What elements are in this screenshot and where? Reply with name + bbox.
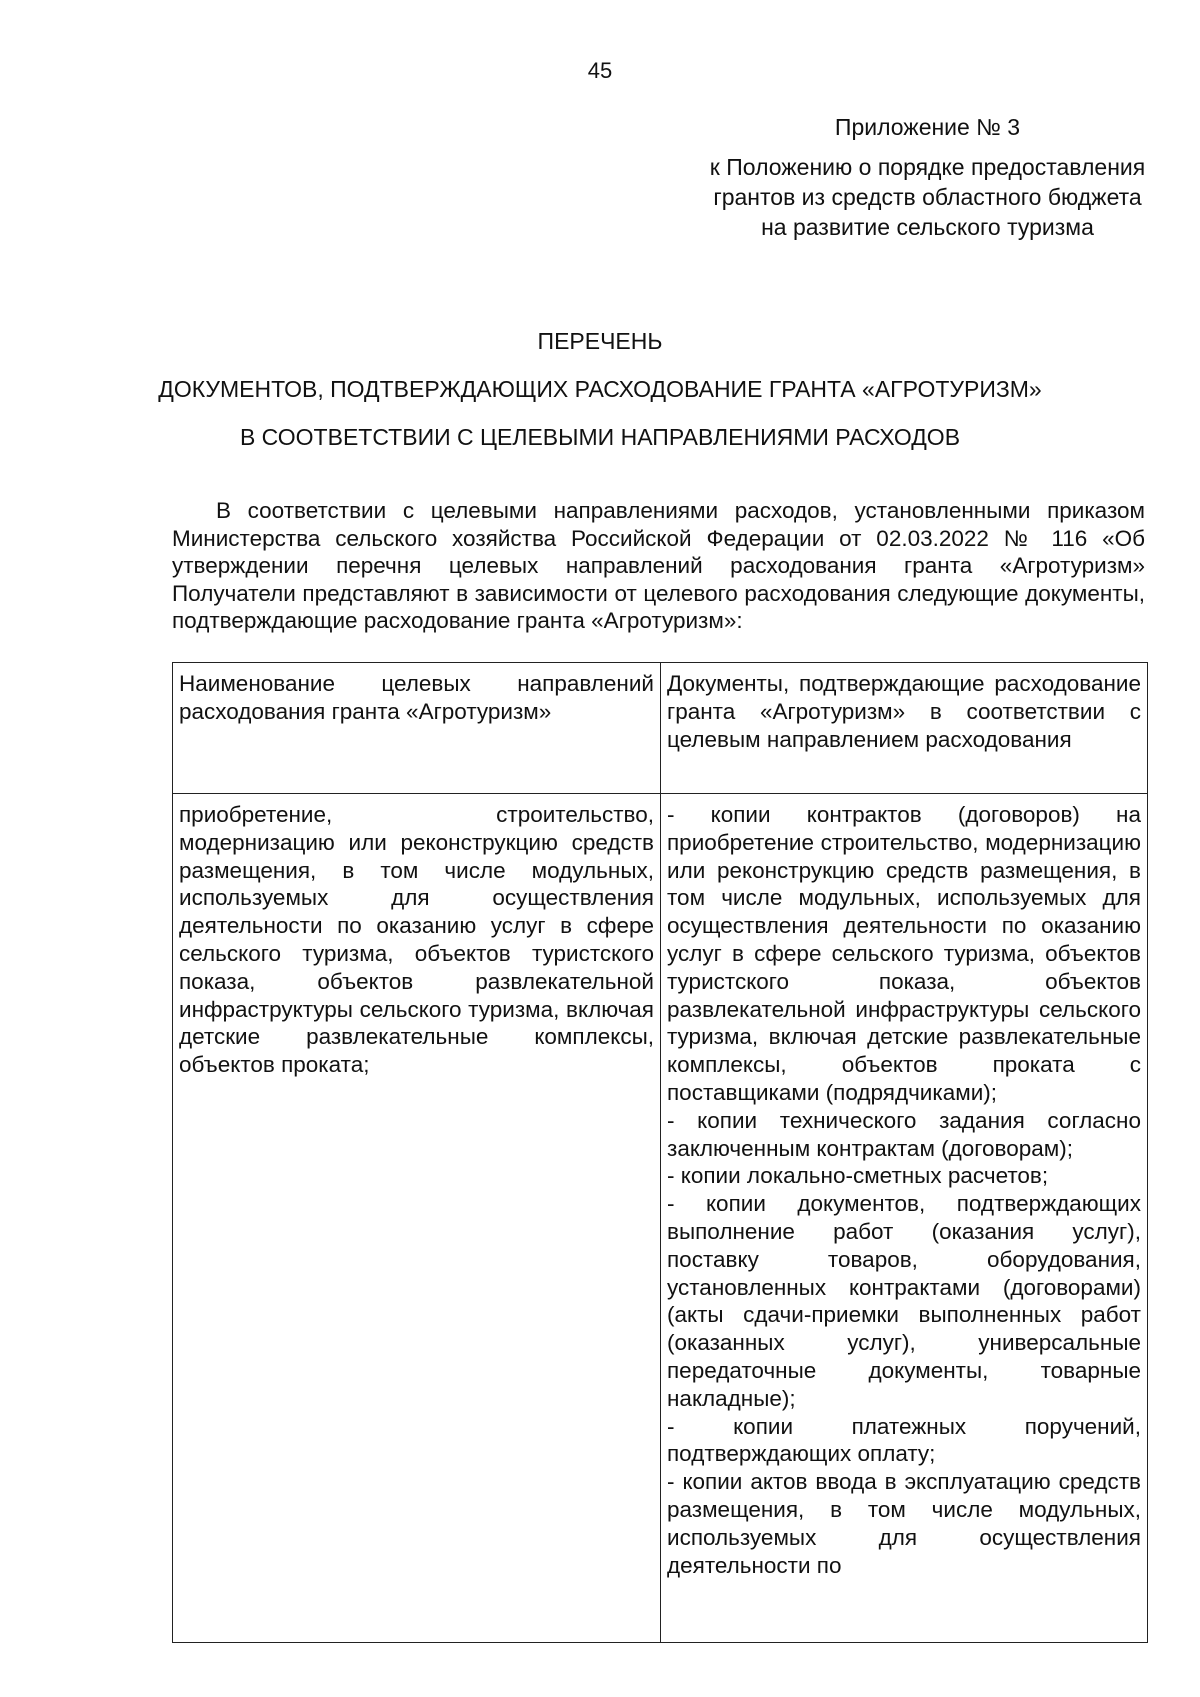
cell-documents (661, 794, 1148, 1643)
appendix-number: Приложение № 3 (834, 114, 1021, 140)
document-item: - копии локально-сметных расчетов; (667, 1163, 1049, 1189)
documents-table (172, 662, 1148, 1643)
title-line-3: В СООТВЕТСТВИИ С ЦЕЛЕВЫМИ НАПРАВЛЕНИЯМИ РАСХОДОВ (239, 424, 961, 450)
appendix-reference: к Положению о порядке предоставления грантов из средств областного бюджета на развитие сельского туризма (709, 154, 1146, 240)
document-item: - копии актов ввода в эксплуатацию средств размещения, в том числе модульных, используемых для осуществления деятельности по (667, 1469, 1141, 1578)
header-cell-directions: Наименование целевых направлений расходования гранта «Агротуризм» (173, 663, 661, 794)
intro-paragraph: В соответствии с целевыми направлениями расходов, установленными приказом Министерства сельского хозяйства Российской Федерации от 02.03.2022 № 116 «Об утверждении перечня целевых направлений расходования гранта «Агротуризм» Получатели представляют в зависимости от целевого расходования следующие документы, подтверждающие расходование гранта «Агротуризм»: (172, 498, 1145, 634)
table-row (173, 794, 1148, 1643)
document-item: - копии контрактов (договоров) на приобретение строительство, модернизацию или реконструкцию средств размещения, в том числе модульных, используемых для осуществления деятельности по оказанию услуг в сфере сельского туризма, объектов туристского показа, объектов развлекательной инфраструктуры сельского туризма, включая детские развлекательные комплексы, объектов проката с поставщиками (подрядчиками); (667, 802, 1141, 1105)
title-line-1: ПЕРЕЧЕНЬ (537, 328, 663, 354)
cell-direction: приобретение, строительство, модернизацию или реконструкцию средств размещения, в том числе модульных, используемых для осуществления деятельности по оказанию услуг в сфере сельского туризма, объектов туристского показа, объектов развлекательной инфраструктуры сельского туризма, включая детские развлекательные комплексы, объектов проката; (173, 794, 661, 1643)
table-header-row (173, 663, 1148, 794)
document-item: - копии технического задания согласно заключенным контрактам (договорам); (667, 1107, 1141, 1161)
document-item: - копии платежных поручений, подтверждающих оплату; (667, 1413, 1141, 1467)
appendix-block (685, 112, 1170, 242)
page-number: 45 (587, 58, 613, 83)
title-line-2: ДОКУМЕНТОВ, ПОДТВЕРЖДАЮЩИХ РАСХОДОВАНИЕ ГРАНТА «АГРОТУРИЗМ» (158, 376, 1042, 402)
document-item: - копии документов, подтверждающих выполнение работ (оказания услуг), поставку товаров, оборудования, установленных контрактами (договорами) (акты сдачи-приемки выполненных работ (оказанных услуг), универсальные передаточные документы, товарные накладные); (667, 1191, 1141, 1411)
document-title (0, 322, 1200, 466)
header-cell-documents: Документы, подтверждающие расходование гранта «Агротуризм» в соответствии с целевым направлением расходования (661, 663, 1148, 794)
